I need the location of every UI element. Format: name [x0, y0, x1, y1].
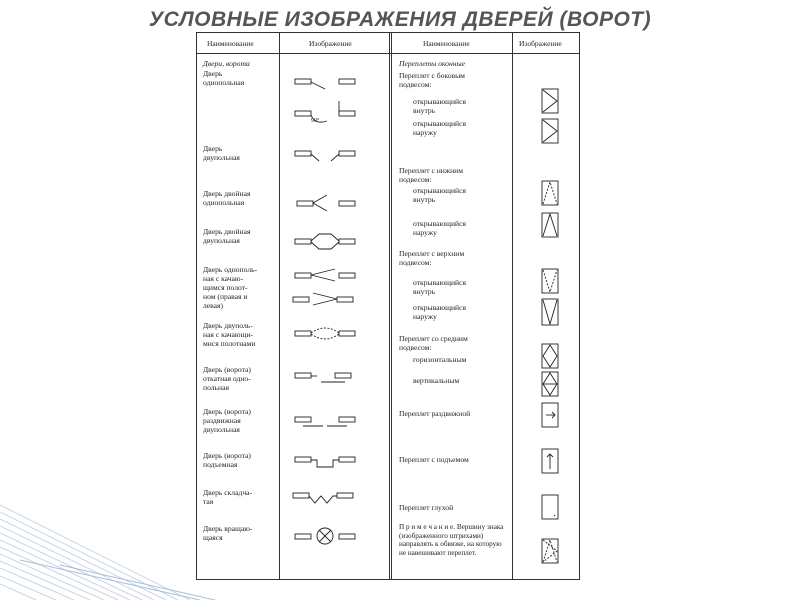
column-divider	[389, 33, 390, 579]
door-twin-double-label: Дверь двойная двупольная	[203, 227, 251, 245]
sash-bottom-label: Переплет с нижним подвесом:	[399, 166, 464, 184]
sash-middle-label: Переплет со средним подвесом:	[399, 334, 468, 352]
sash-side-out-label: открывающийся наружу	[413, 119, 466, 137]
header-name-right: Наименование	[423, 39, 470, 48]
sash-horizontal-symbol	[542, 344, 558, 368]
header-image-left: Изображение	[309, 39, 352, 48]
door-double-label: Дверь двупольная	[203, 144, 240, 162]
door-single-90-symbol	[295, 105, 365, 127]
sash-side-in-symbol	[542, 89, 558, 113]
sash-vertical-label: вертикальным	[413, 376, 460, 385]
column-divider	[512, 33, 513, 579]
sash-blind-symbol	[542, 495, 558, 519]
header-name-left: Наименование	[207, 39, 254, 48]
column-divider	[279, 33, 280, 579]
sash-bottom-in-symbol	[542, 181, 558, 205]
door-lifting-symbol	[295, 453, 365, 471]
door-revolving-label: Дверь вращаю- щаяся	[203, 524, 253, 542]
header-divider	[197, 53, 579, 54]
door-sliding-label: Дверь (ворота) раздвижная двупольная	[203, 407, 251, 434]
sash-top-in-label: открывающийся внутрь	[413, 278, 466, 296]
sash-sliding-label: Переплет раздвижной	[399, 409, 471, 418]
sash-top-in-symbol	[542, 269, 558, 293]
door-single-label: Дверь однопольная	[203, 69, 245, 87]
header-image-right: Изображение	[519, 39, 562, 48]
sash-lifting-symbol	[542, 449, 558, 473]
sash-horizontal-label: горизонтальным	[413, 355, 467, 364]
door-rolling-symbol	[295, 369, 365, 387]
door-twin-single-symbol	[295, 193, 365, 215]
door-swing-double-label: Дверь двуполь- ная с качающи- мися полотнами	[203, 321, 256, 348]
sash-top-out-label: открывающийся наружу	[413, 303, 466, 321]
sash-sliding-symbol	[542, 403, 558, 427]
sash-side-label: Переплет с боковым подвесом:	[399, 71, 465, 89]
sash-bottom-in-label: открывающийся внутрь	[413, 186, 466, 204]
door-rolling-label: Дверь (ворота) откатная одно- польная	[203, 365, 251, 392]
sash-blind-label: Переплет глухой	[399, 503, 454, 512]
door-swing-double-symbol	[295, 323, 365, 345]
section-windows: Переплеты оконные	[399, 59, 466, 68]
sash-side-out-symbol	[542, 119, 558, 143]
column-divider	[391, 33, 392, 579]
door-twin-single-label: Дверь двойная однопольная	[203, 189, 251, 207]
door-swing-right-symbol	[295, 267, 365, 287]
page-title: УСЛОВНЫЕ ИЗОБРАЖЕНИЯ ДВЕРЕЙ (ВОРОТ)	[148, 8, 652, 31]
door-revolving-symbol	[295, 526, 365, 548]
door-lifting-label: Дверь (ворота) подъемная	[203, 451, 251, 469]
door-twin-double-symbol	[295, 231, 365, 253]
door-single-symbol	[295, 75, 365, 91]
sash-note-symbol	[542, 539, 558, 563]
door-double-symbol	[295, 147, 365, 167]
sash-bottom-out-label: открывающийся наружу	[413, 219, 466, 237]
door-folding-symbol	[293, 489, 363, 507]
door-folding-label: Дверь складча- тая	[203, 488, 253, 506]
sash-lifting-label: Переплет с подъемом	[399, 455, 469, 464]
legend-table	[196, 32, 580, 580]
section-doors: Двери, ворота	[203, 59, 250, 68]
sash-top-out-symbol	[542, 299, 558, 325]
sash-side-in-label: открывающийся внутрь	[413, 97, 466, 115]
angle-mark: 90°	[311, 118, 320, 124]
sash-top-label: Переплет с верхним подвесом:	[399, 249, 465, 267]
sash-bottom-out-symbol	[542, 213, 558, 237]
sash-vertical-symbol	[542, 372, 558, 396]
door-swing-single-label: Дверь однополь- ная с качаю- щимся полот- ном (правая и левая)	[203, 265, 258, 310]
note: П р и м е ч а н и е. Вершину знака (изображенного штрихами) направлять к обвязке, на которую не навешивают переплет.	[399, 523, 504, 557]
door-sliding-symbol	[295, 413, 365, 431]
door-swing-left-symbol	[293, 291, 363, 311]
